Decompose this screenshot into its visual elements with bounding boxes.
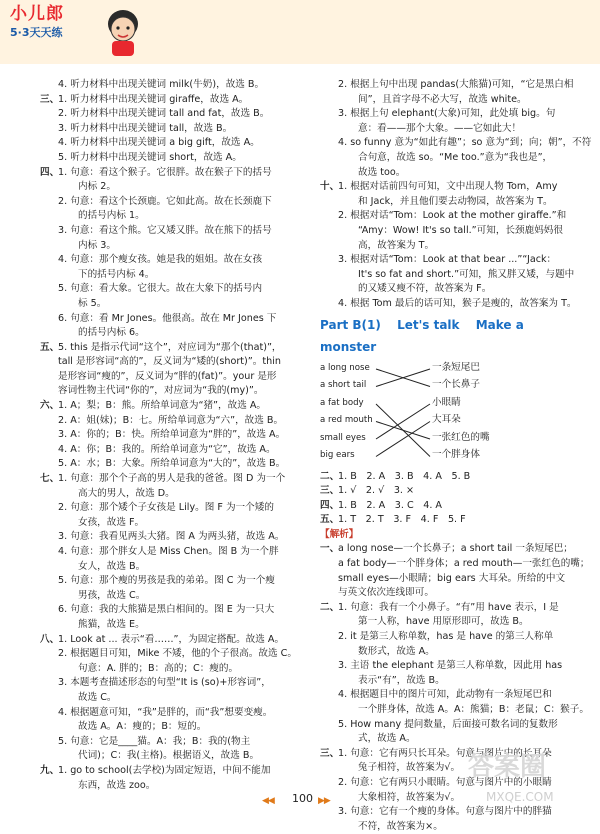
text-line: [320, 688, 570, 703]
text-line: [320, 674, 570, 689]
line-text: 5. 句意：那个瘦的男孩是我的弟弟。图 C 为一个瘦: [58, 575, 275, 587]
right-column: [320, 78, 592, 834]
text-line: [40, 122, 302, 137]
text-line: [320, 122, 570, 137]
line-text: 内标 2。: [78, 181, 116, 193]
line-text: 4. 根据题意可知，“我”是胖的，而“我”想要变瘦。: [58, 706, 273, 718]
text-line: [40, 180, 302, 195]
header-band: [0, 0, 600, 64]
match-right-item: 大耳朵: [432, 414, 461, 425]
line-text: 故选 too。: [358, 166, 406, 178]
section-label: 十、: [320, 181, 340, 193]
line-text: 6. 句意：看 Mr Jones。他很高。故在 Mr Jones 下: [58, 312, 277, 324]
line-text: 内标 3。: [78, 239, 116, 251]
line-text: 合句意，故选 so。“Me too.”意为“我也是”，: [358, 151, 553, 163]
text-line: [40, 749, 302, 764]
line-text: 1. B 2. A 3. C 4. A: [338, 499, 442, 511]
line-text: 5. A：水；B：大象。所给单词意为“大的”，故选 B。: [58, 458, 286, 470]
line-text: 2. it 是第三人称单数，has 是 have 的第三人称单: [338, 631, 554, 643]
text-line: [320, 195, 570, 210]
line-text: 2. 听力材料中出现关键词 tall and fat，故选 B。: [58, 108, 270, 120]
text-line: [320, 542, 573, 557]
line-text: 4. 句意：那个瘦女孩。她是我的姐姐。故在女孩: [58, 254, 263, 266]
line-text: 的又矮又瘦不符，故答案为 F。: [358, 283, 492, 295]
text-line: [40, 589, 302, 604]
text-line: [40, 472, 302, 487]
match-right-item: 一个胖身体: [432, 449, 480, 460]
line-text: 1. 根据对话前四句可知，文中出现人物 Tom，Amy: [338, 181, 558, 193]
part-b-make: Make a monster: [320, 317, 524, 354]
text-line: [40, 93, 302, 108]
prev-arrows-icon: ◀◀: [262, 796, 274, 806]
right-top-block: [320, 78, 592, 312]
left-column: [40, 78, 302, 793]
page-number: 100: [292, 792, 313, 805]
text-line: [40, 516, 302, 531]
line-text: 容词性物主代词“你的”，对应词为“我的(my)”。: [58, 385, 264, 397]
text-line: [320, 601, 570, 616]
part-b-title: Part B(1): [320, 317, 381, 332]
line-text: a fat body—一个胖身体；a red mouth—一张红色的嘴；: [338, 558, 590, 570]
line-text: 一个胖身体，故选 A。A：熊猫；B：老鼠；C：猴子。: [358, 704, 589, 715]
line-text: 4. 句意：那个胖女人是 Miss Chen。图 B 为一个胖: [58, 546, 279, 557]
text-line: [40, 487, 302, 502]
section-label: 四、: [320, 499, 340, 511]
section-label: 四、: [40, 166, 60, 178]
line-text: 1. T 2. T 3. F 4. F 5. F: [338, 514, 466, 526]
text-line: [40, 326, 302, 341]
text-line: [320, 166, 570, 181]
text-line: [40, 691, 302, 706]
line-text: 1. 句意：我有一个小鼻子。“有”用 have 表示，I 是: [338, 601, 559, 613]
line-text: 高，故答案为 T。: [358, 239, 435, 251]
line-text: It's so fat and short.”可知，熊又胖又矮，与题中: [358, 268, 575, 280]
text-line: [320, 732, 570, 747]
text-line: [320, 253, 570, 268]
text-line: [40, 78, 302, 93]
page-header: [0, 0, 600, 78]
section-label: 二、: [320, 601, 340, 613]
line-text: 意：看——那个大象。——它如此大！: [358, 122, 522, 134]
line-text: 间”，且首字母不必大写，故选 white。: [358, 93, 527, 105]
line-text: 2. 根据上句中出现 pandas(大熊猫)可知，“它是黑白相: [338, 79, 574, 90]
text-line: [40, 209, 302, 224]
line-text: 与英文依次连线即可。: [338, 587, 434, 599]
line-text: 4. A：你；B：我的。所给单词意为“它”，故选 A。: [58, 443, 276, 455]
line-text: 的括号内标 1。: [78, 210, 145, 222]
line-text: 6. 句意：我的大熊猫是黑白相间的。图 E 为一只大: [58, 604, 275, 616]
text-line: [320, 268, 575, 283]
line-text: 4. 根据题目中的图片可知，此动物有一条短尾巴和: [338, 689, 552, 701]
text-line: [40, 341, 302, 356]
text-line: [320, 470, 570, 485]
text-line: [320, 499, 570, 514]
line-text: 1. 听力材料中出现关键词 giraffe，故选 A。: [58, 93, 249, 105]
brand-logo: [10, 4, 64, 40]
line-text: 2. 根据题目可知，Mike 不矮，他的个子很高。故选 C。: [58, 648, 297, 660]
text-line: [320, 224, 570, 239]
line-text: “Amy：Wow! It's so tall.”可知，长颈鹿妈妈很: [358, 224, 563, 236]
line-text: 2. 句意：看这个长颈鹿。它如此高。故在长颈鹿下: [58, 195, 272, 207]
line-text: 5. 句意：它是____猫。A：我；B：我的(物主: [58, 735, 251, 747]
line-text: 女人，故选 B。: [78, 560, 146, 572]
line-text: 1. √ 2. √ 3. ×: [338, 485, 415, 497]
right-answers-block: [320, 470, 570, 528]
line-text: 1. 句意：看这个猴子。它很胖。故在猴子下的括号: [58, 166, 272, 178]
text-line: [40, 706, 302, 721]
text-line: [40, 239, 302, 254]
text-line: [40, 312, 302, 327]
text-line: [320, 78, 574, 93]
section-label: 三、: [320, 747, 340, 759]
match-right-item: 一张红色的嘴: [432, 431, 490, 443]
line-text: 1. Look at ... 表示“看……”，为固定搭配。故选 A。: [58, 633, 285, 645]
text-line: [40, 268, 302, 283]
line-text: 句意：A. 胖的；B：高的；C：瘦的。: [78, 662, 239, 674]
text-line: [320, 151, 570, 166]
text-line: [40, 428, 302, 443]
text-line: [320, 586, 570, 601]
text-line: [40, 151, 302, 166]
text-line: [40, 560, 302, 575]
line-text: 男孩，故选 C。: [78, 589, 146, 601]
line-text: 3. 本题考查描述形态的句型“It is (so)+形容词”，: [58, 677, 271, 689]
text-line: [40, 720, 302, 735]
line-text: 高大的男人，故选 D。: [78, 487, 175, 499]
match-line: [376, 421, 430, 439]
line-text: 大象相符，故答案为√。: [358, 791, 461, 803]
text-line: [320, 484, 570, 499]
match-left-item: a fat body: [320, 397, 364, 408]
section-label: 二、: [320, 470, 340, 482]
match-line: [376, 404, 430, 439]
text-line: [40, 603, 302, 618]
text-line: [40, 457, 302, 472]
line-text: 式，故选 A。: [358, 733, 416, 745]
text-line: [40, 764, 302, 779]
next-arrows-icon: ▶▶: [318, 796, 330, 806]
line-text: 数形式，故选 A。: [358, 645, 435, 657]
line-text: 熊猫，故选 E。: [78, 618, 145, 630]
line-text: 2. 句意：它有两只小眼睛。句意与图片中的小眼睛: [338, 776, 552, 788]
part-b-heading: [320, 314, 570, 358]
section-label: 一、: [320, 543, 340, 555]
line-text: 3. 根据上句 elephant(大象)可知，此处填 big。句: [338, 108, 556, 120]
match-left-item: small eyes: [320, 432, 366, 443]
line-text: 5. 句意：看大象。它很大。故在大象下的括号内: [58, 283, 263, 295]
line-text: 1. 句意：它有两只长耳朵。句意与图片中的长耳朵: [338, 747, 552, 759]
text-line: [40, 355, 302, 370]
text-line: [40, 253, 302, 268]
text-line: [40, 647, 302, 662]
section-label: 七、: [40, 473, 60, 485]
line-text: a long nose—一个长鼻子；a short tail 一条短尾巴；: [338, 543, 573, 555]
section-label: 六、: [40, 400, 60, 412]
text-line: [40, 370, 302, 385]
text-line: [320, 820, 570, 834]
line-text: 1. 句意：那个个子高的男人是我的爸爸。图 D 为一个: [58, 473, 286, 485]
match-line: [376, 421, 430, 456]
line-text: 的括号内标 6。: [78, 327, 145, 339]
text-line: [40, 530, 302, 545]
text-line: [40, 414, 302, 429]
text-line: [40, 166, 302, 181]
text-line: [320, 572, 570, 587]
logo-title: 小儿郎: [10, 4, 64, 24]
text-line: [320, 180, 570, 195]
text-line: [40, 224, 302, 239]
line-text: 2. 根据对话“Tom：Look at the mother giraffe.”和: [338, 210, 567, 222]
watermark-url: MXQE.COM: [486, 790, 554, 804]
text-line: [320, 209, 570, 224]
match-right-item: 一条短尾巴: [432, 361, 480, 373]
line-text: 和 Jack，并且他们要去动物园，故答案为 T。: [358, 195, 553, 207]
line-text: 4. 听力材料中出现关键词 a big gift，故选 A。: [58, 137, 260, 149]
line-text: 1. go to school(去学校)为固定短语，中间不能加: [58, 764, 271, 776]
line-text: 是形容词“瘦的”，反义词为“胖的(fat)”。your 是形: [58, 370, 277, 382]
line-text: 3. 听力材料中出现关键词 tall，故选 B。: [58, 122, 233, 134]
line-text: 故选 A。A：瘦的；B：短的。: [78, 721, 207, 733]
line-text: 4. so funny 意为“如此有趣”；so 意为“到；向；朝”，不符: [338, 137, 592, 149]
text-line: [320, 703, 589, 718]
text-line: [40, 282, 302, 297]
text-line: [40, 662, 302, 677]
text-line: [320, 136, 592, 151]
text-line: [40, 384, 302, 399]
text-line: [320, 93, 570, 108]
analysis-heading-row: [320, 528, 570, 543]
match-right-item: 小眼睛: [432, 396, 461, 408]
line-text: 5. How many 提问数量，后面接可数名词的复数形: [338, 718, 558, 730]
text-line: [40, 195, 302, 210]
line-text: 2. A：姐(妹)；B：七。所给单词意为“六”，故选 B。: [58, 414, 284, 426]
text-line: [320, 659, 570, 674]
line-text: 5. this 是指示代词“这个”，对应词为“那个(that)”，: [58, 341, 282, 353]
line-text: 3. 主语 the elephant 是第三人称单数，因此用 has: [338, 660, 563, 672]
line-text: 东西，故选 zoo。: [78, 779, 156, 791]
match-left-item: big ears: [320, 450, 355, 460]
section-label: 九、: [40, 764, 60, 776]
line-text: 3. 句意：看这个熊。它又矮又胖。故在熊下的括号: [58, 224, 272, 236]
match-right-item: 一个长鼻子: [432, 379, 480, 390]
text-line: [320, 239, 570, 254]
line-text: 不符，故答案为×。: [358, 820, 443, 832]
section-label: 八、: [40, 633, 60, 645]
text-line: [320, 513, 570, 528]
matching-exercise: [320, 360, 570, 466]
text-line: [320, 282, 570, 297]
text-line: [40, 676, 302, 691]
text-line: [40, 443, 302, 458]
line-text: 3. 句意：我看见两头大猪。图 A 为两头猪，故选 A。: [58, 531, 285, 543]
text-line: [40, 545, 302, 560]
text-line: [40, 633, 302, 648]
text-line: [320, 615, 570, 630]
line-text: 3. 句意：它有一个瘦的身体。句意与图片中的胖猫: [338, 806, 552, 818]
text-line: [40, 501, 302, 516]
text-line: [40, 399, 302, 414]
text-line: [320, 718, 570, 733]
line-text: 4. 听力材料中出现关键词 milk(牛奶)，故选 B。: [58, 79, 265, 90]
watermark-logo: 答案圈: [468, 752, 547, 782]
text-line: [40, 618, 302, 633]
logo-subtitle: 5·3天天练: [10, 26, 63, 39]
match-left-item: a red mouth: [320, 415, 373, 425]
line-text: 4. 根据 Tom 最后的话可知，猴子是瘦的，故答案为 T。: [338, 297, 577, 309]
section-label: 五、: [320, 514, 340, 526]
match-left-item: a long nose: [320, 362, 370, 373]
line-text: 2. 句意：那个矮个子女孩是 Lily。图 F 为一个矮的: [58, 502, 274, 514]
line-text: 故选 C。: [78, 691, 117, 703]
section-label: 五、: [40, 341, 60, 353]
line-text: 3. A：你的；B：快。所给单词意为“胖的”，故选 A。: [58, 429, 286, 441]
line-text: 表示“有”，故选 B。: [358, 674, 445, 686]
text-line: [320, 557, 590, 572]
line-text: 下的括号内标 4。: [78, 268, 155, 280]
line-text: 兔子相符，故答案为√。: [358, 762, 461, 774]
text-line: [320, 107, 570, 122]
line-text: 女孩，故选 F。: [78, 516, 145, 528]
mascot-boy-icon: [100, 4, 146, 58]
line-text: 1. B 2. A 3. B 4. A 5. B: [338, 470, 471, 482]
line-text: 3. 根据对话“Tom：Look at that bear ...”“Jack：: [338, 254, 557, 266]
text-line: [40, 574, 302, 589]
text-line: [320, 297, 577, 312]
text-line: [40, 136, 302, 151]
text-line: [40, 107, 302, 122]
analysis-heading: 【解析】: [320, 528, 359, 540]
line-text: 1. A；梨；B：熊。所给单词意为“猪”，故选 A。: [58, 400, 266, 412]
text-line: [320, 630, 570, 645]
line-text: 代词)；C：我(主格)。根据语义，故选 B。: [78, 750, 260, 762]
match-left-item: a short tail: [320, 380, 367, 390]
line-text: tall 是形容词“高的”，反义词为“矮的(short)”。thin: [58, 356, 281, 368]
section-label: 三、: [320, 485, 340, 497]
part-b-talk: Let's talk: [397, 317, 460, 332]
text-line: [40, 297, 302, 312]
line-text: 标 5。: [78, 297, 107, 309]
text-line: [40, 735, 302, 750]
section-label: 三、: [40, 93, 60, 105]
line-text: small eyes—小眼睛；big ears 大耳朵。所给的中文: [338, 572, 566, 584]
text-line: [320, 645, 570, 660]
line-text: 第一人称，have 用原形即可，故选 B。: [358, 616, 529, 628]
line-text: 5. 听力材料中出现关键词 short，故选 A。: [58, 151, 242, 163]
